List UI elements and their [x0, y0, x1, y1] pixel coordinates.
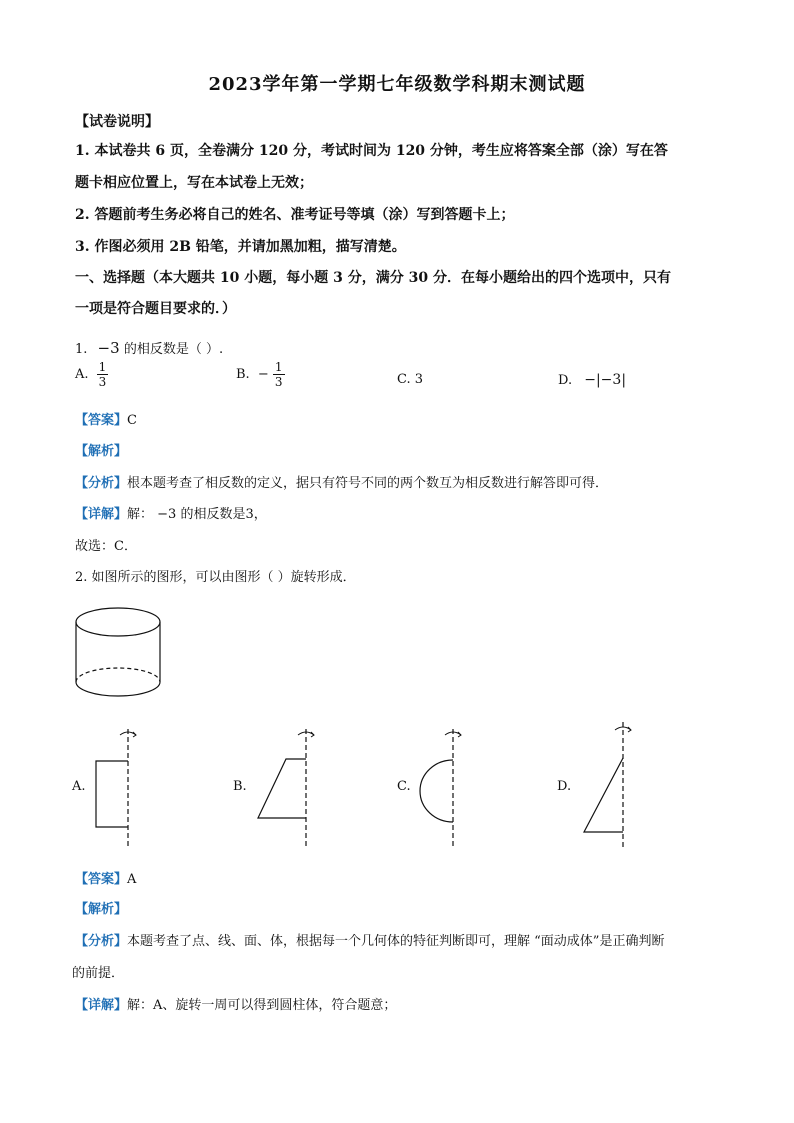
option-d-value: −|−3|	[584, 372, 627, 388]
instruction-item-2: 2. 答题前考生务必将自己的姓名、准考证号等填（涂）写到答题卡上；	[75, 207, 515, 223]
section-1-line-1: 一、选择题（本大题共 10 小题，每小题 3 分，满分 30 分．在每小题给出的四个选项中，只有	[75, 270, 671, 286]
question-2-option-a-label: A.	[72, 779, 86, 794]
fenxi-text: 本题考查了点、线、面、体，根据每一个几何体的特征判断即可，理解 “面动成体”是正确判断	[127, 934, 665, 949]
question-2-option-b-label: B.	[233, 779, 247, 794]
option-b-sign: −	[257, 367, 269, 382]
question-2-stem: 2. 如图所示的图形，可以由图形（ ）旋转形成．	[75, 570, 356, 585]
question-1-option-c: C. 3	[397, 372, 424, 387]
question-1-analysis-tag: 【解析】	[75, 444, 128, 459]
question-1-option-a	[75, 360, 108, 389]
question-1-number: 1.	[75, 342, 88, 357]
answer-value: A	[127, 872, 137, 887]
option-b-trapezoid-figure	[250, 725, 330, 855]
option-a-label: A.	[75, 367, 89, 382]
question-1-option-b	[236, 360, 285, 389]
question-2-option-d-label: D.	[557, 779, 572, 794]
answer-tag: 【答案】	[75, 872, 128, 887]
question-1-xiangjie	[75, 503, 267, 522]
question-1-option-d	[558, 372, 626, 388]
option-d-label: D.	[558, 373, 573, 388]
option-d-triangle-figure	[578, 718, 648, 858]
question-2-answer	[75, 868, 136, 887]
question-2-analysis-tag: 【解析】	[75, 902, 128, 917]
question-2-fenxi-line-1	[75, 930, 664, 949]
option-c-semicircle-figure	[410, 725, 480, 855]
question-2-xiangjie	[75, 994, 396, 1013]
question-2-fenxi-line-2: 的前提．	[72, 966, 125, 981]
fenxi-tag: 【分析】	[75, 934, 128, 949]
xiangjie-tag: 【详解】	[75, 507, 128, 522]
fenxi-text: 根本题考查了相反数的定义，据只有符号不同的两个数互为相反数进行解答即可得．	[127, 476, 609, 491]
instruction-item-1-line-2: 题卡相应位置上，写在本试卷上无效；	[75, 175, 313, 191]
option-a-fraction	[97, 360, 109, 389]
question-1-conclusion: 故选：C．	[75, 539, 137, 554]
option-a-rectangle-figure	[90, 725, 150, 855]
question-1-math: −3	[97, 339, 120, 357]
xiangjie-tag: 【详解】	[75, 998, 128, 1013]
xiangjie-text: 解：A、旋转一周可以得到圆柱体，符合题意；	[127, 998, 397, 1013]
option-b-fraction	[273, 360, 285, 389]
option-b-numerator: 1	[274, 360, 283, 374]
question-2-option-c-label: C.	[397, 779, 411, 794]
instruction-item-3: 3. 作图必须用 2B 铅笔，并请加黑加粗，描写清楚。	[75, 239, 406, 255]
question-1-answer	[75, 409, 137, 428]
xiangjie-text: 解： −3 的相反数是3，	[127, 507, 267, 522]
section-1-line-2: 一项是符合题目要求的．）	[75, 301, 236, 317]
instructions-heading: 【试卷说明】	[75, 114, 159, 130]
exam-title: 2023学年第一学期七年级数学科期末测试题	[208, 74, 586, 95]
cylinder-figure	[70, 600, 170, 710]
option-b-label: B.	[236, 367, 250, 382]
answer-value: C	[127, 413, 137, 428]
answer-tag: 【答案】	[75, 413, 128, 428]
fenxi-tag: 【分析】	[75, 476, 128, 491]
question-1-text: 的相反数是（ ）.	[123, 342, 224, 357]
option-a-denominator: 3	[98, 375, 107, 389]
option-b-denominator: 3	[274, 375, 283, 389]
option-a-numerator: 1	[98, 360, 107, 374]
instruction-item-1-line-1: 1. 本试卷共 6 页，全卷满分 120 分，考试时间为 120 分钟，考生应将答案全部（涂）写在答	[75, 143, 668, 159]
question-1-fenxi	[75, 472, 608, 491]
question-1-stem	[75, 338, 223, 357]
